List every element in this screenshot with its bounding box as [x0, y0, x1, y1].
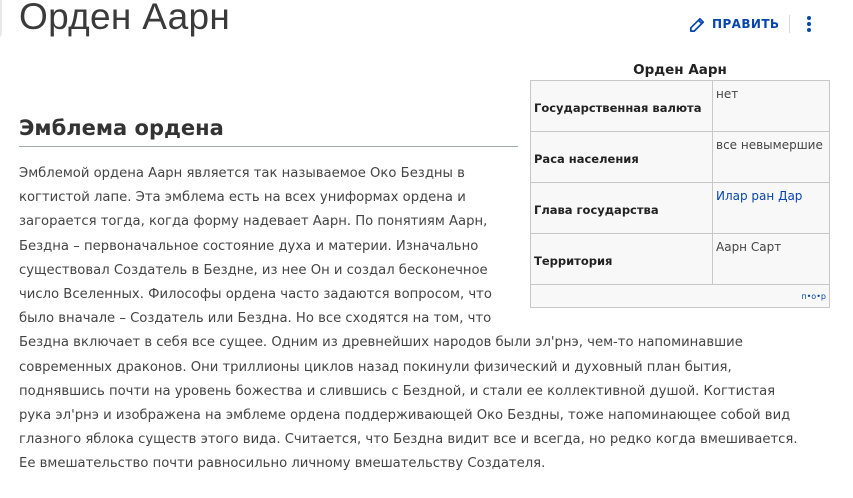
infobox-label: Территория [531, 234, 713, 284]
paragraph-text: Эмблемой ордена Аарн является так называемое Око Бездны в когтистой лапе. Эта эмблема есть на всех униформах ордена и загорается тогда, когда форму надевает Аарн. По понятиям Аарн, Бездна – первоначальное состояние духа и материи. Изначально существовал Создатель в Бездне, из нее Он и создал бесконечное число Вселенных. Философы ордена часто задаются вопросом, что было вначале – Создатель или Бездна. Но все сходятся на том, что Бездна включает в себя все сущее. Одним из древнейших народов были эл'рнэ, чем-то напоминавшие современных драконов. Они триллионы циклов назад покинули физический и духовный план бытия, поднявшись почти на уровень божества и слившись с Бездной, и стали ее коллективной душой. Когтистая рука эл'рнэ и изображена на эмблеме ордена поддерживающей Око Бездны, тоже напоминающее собой вид глазного яблока существ этого вида. Считается, что Бездна видит все и всегда, но редко когда вмешивается. Ее вмешательство почти равносильно личному вмешательству Создателя. [19, 166, 798, 472]
edit-button[interactable] [688, 13, 779, 35]
page-title: Орден Аарн [19, 0, 231, 37]
section-paragraph [19, 162, 809, 477]
toolbar-divider [789, 15, 790, 33]
side-panel-edge [0, 0, 2, 40]
pencil-icon [688, 15, 707, 34]
infobox-value: Аарн Сарт [716, 240, 782, 254]
more-options-icon[interactable] [800, 14, 818, 34]
infobox-label: Глава государства [531, 183, 713, 233]
infobox-caption: Орден Аарн [633, 62, 727, 78]
head-of-state-link[interactable]: Илар ран Дар [716, 189, 803, 203]
infobox-label: Государственная валюта [531, 81, 713, 131]
infobox-value: нет [716, 87, 739, 101]
navbar-template-links[interactable]: п•о•р [801, 291, 826, 301]
infobox-value: все невымершие [716, 138, 823, 152]
edit-label: ПРАВИТЬ [712, 17, 780, 31]
infobox-label: Раса населения [531, 132, 713, 182]
section-heading: Эмблема ордена [19, 116, 518, 147]
infobox-row-currency [531, 81, 829, 132]
